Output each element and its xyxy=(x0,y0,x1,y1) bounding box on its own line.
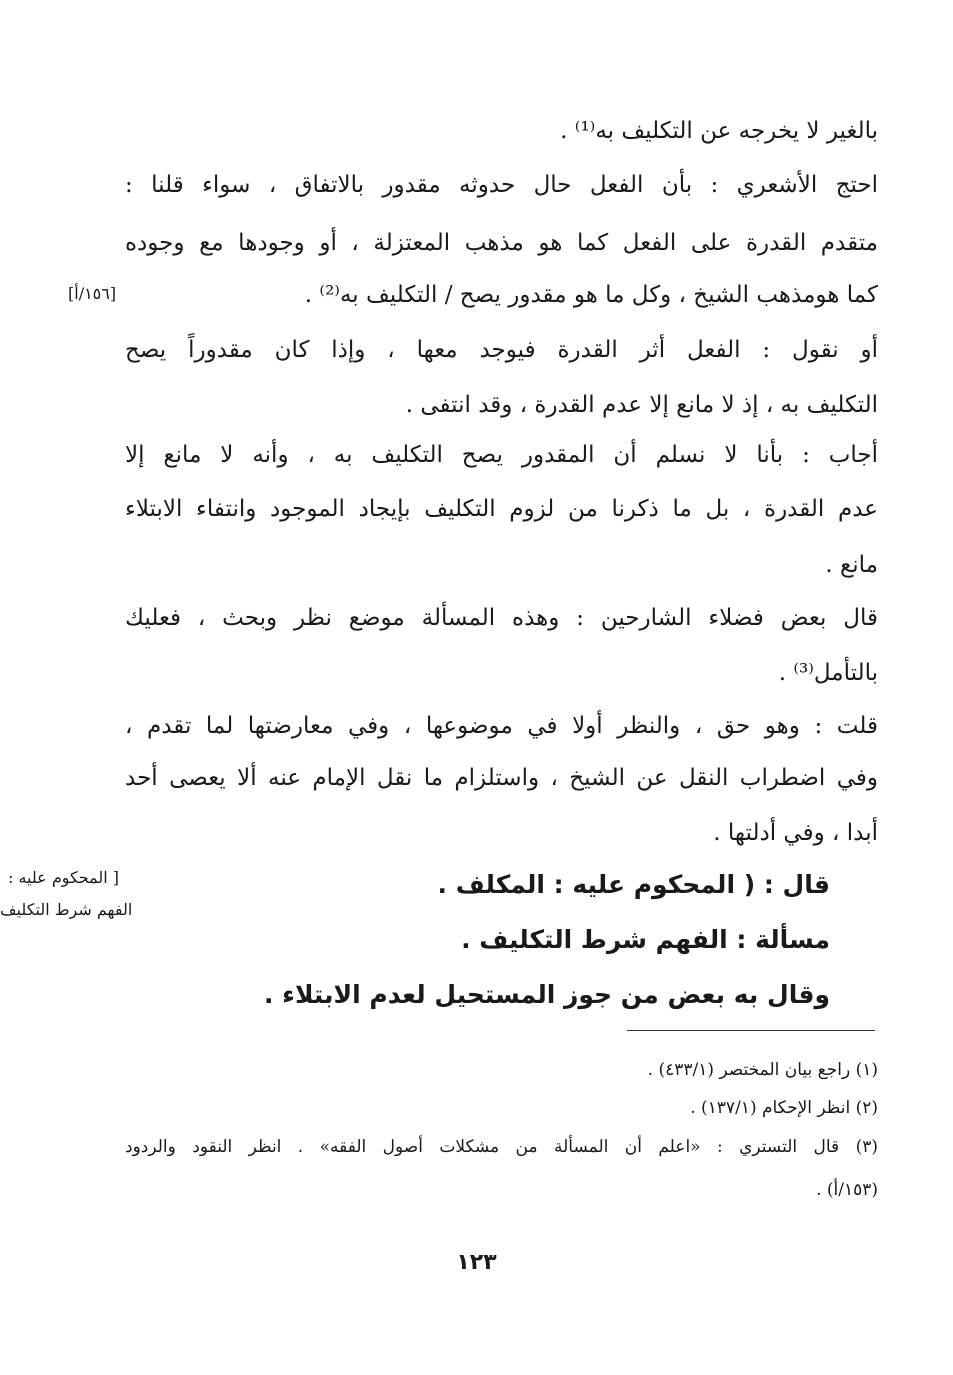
body-line: التكليف به ، إذ لا مانع إلا عدم القدرة ، وقد انتفى . xyxy=(405,392,878,418)
body-line: عدم القدرة ، بل ما ذكرنا من لزوم التكليف بإيجاد الموجود وانتفاء الابتلاء xyxy=(125,496,878,522)
body-line: متقدم القدرة على الفعل كما هو مذهب المعتزلة ، أو وجودها مع وجوده xyxy=(125,230,878,256)
body-line: وفي اضطراب النقل عن الشيخ ، واستلزام ما نقل الإمام عنه ألا يعصى أحد xyxy=(125,765,878,791)
body-line: بالتأمل⁽³⁾ . xyxy=(778,660,878,686)
body-line: قلت : وهو حق ، والنظر أولا في موضوعها ، وفي معارضتها لما تقدم ، xyxy=(125,713,878,739)
body-line: كما هومذهب الشيخ ، وكل ما هو مقدور يصح / التكليف به⁽²⁾ . xyxy=(304,282,878,308)
matn-line: وقال به بعض من جوز المستحيل لعدم الابتلاء . xyxy=(263,980,830,1009)
footnote: (١٥٣/أ) . xyxy=(816,1180,878,1200)
footnote: (٢) انظر الإحكام (١٣٧/١) . xyxy=(690,1098,878,1118)
body-line: قال بعض فضلاء الشارحين : وهذه المسألة موضع نظر وبحث ، فعليك xyxy=(125,605,878,631)
page-number: ١٢٣ xyxy=(456,1250,497,1275)
body-line: أو نقول : الفعل أثر القدرة فيوجد معها ، وإذا كان مقدوراً يصح xyxy=(125,337,878,363)
footnote-divider xyxy=(627,1030,875,1031)
body-line: بالغير لا يخرجه عن التكليف به⁽¹⁾ . xyxy=(560,118,878,144)
body-line: أبدا ، وفي أدلتها . xyxy=(713,820,878,846)
body-line: احتج الأشعري : بأن الفعل حال حدوثه مقدور بالاتفاق ، سواء قلنا : xyxy=(125,172,878,198)
matn-line: مسألة : الفهم شرط التكليف . xyxy=(461,925,830,954)
matn-line: قال : ( المحكوم عليه : المكلف . xyxy=(437,870,830,899)
margin-heading-line2: الفهم شرط التكليف xyxy=(0,900,133,919)
folio-reference: [١٥٦/أ] xyxy=(68,284,117,303)
body-line: أجاب : بأنا لا نسلم أن المقدور يصح التكليف به ، وأنه لا مانع إلا xyxy=(125,442,878,468)
footnote: (١) راجع بيان المختصر (٤٣٣/١) . xyxy=(647,1060,878,1080)
margin-heading-line1: [ المحكوم عليه : xyxy=(8,868,120,887)
footnote: (٣) قال التستري : «اعلم أن المسألة من مشكلات أصول الفقه» . انظر النقود والردود xyxy=(125,1137,878,1157)
body-line: مانع . xyxy=(825,552,878,578)
